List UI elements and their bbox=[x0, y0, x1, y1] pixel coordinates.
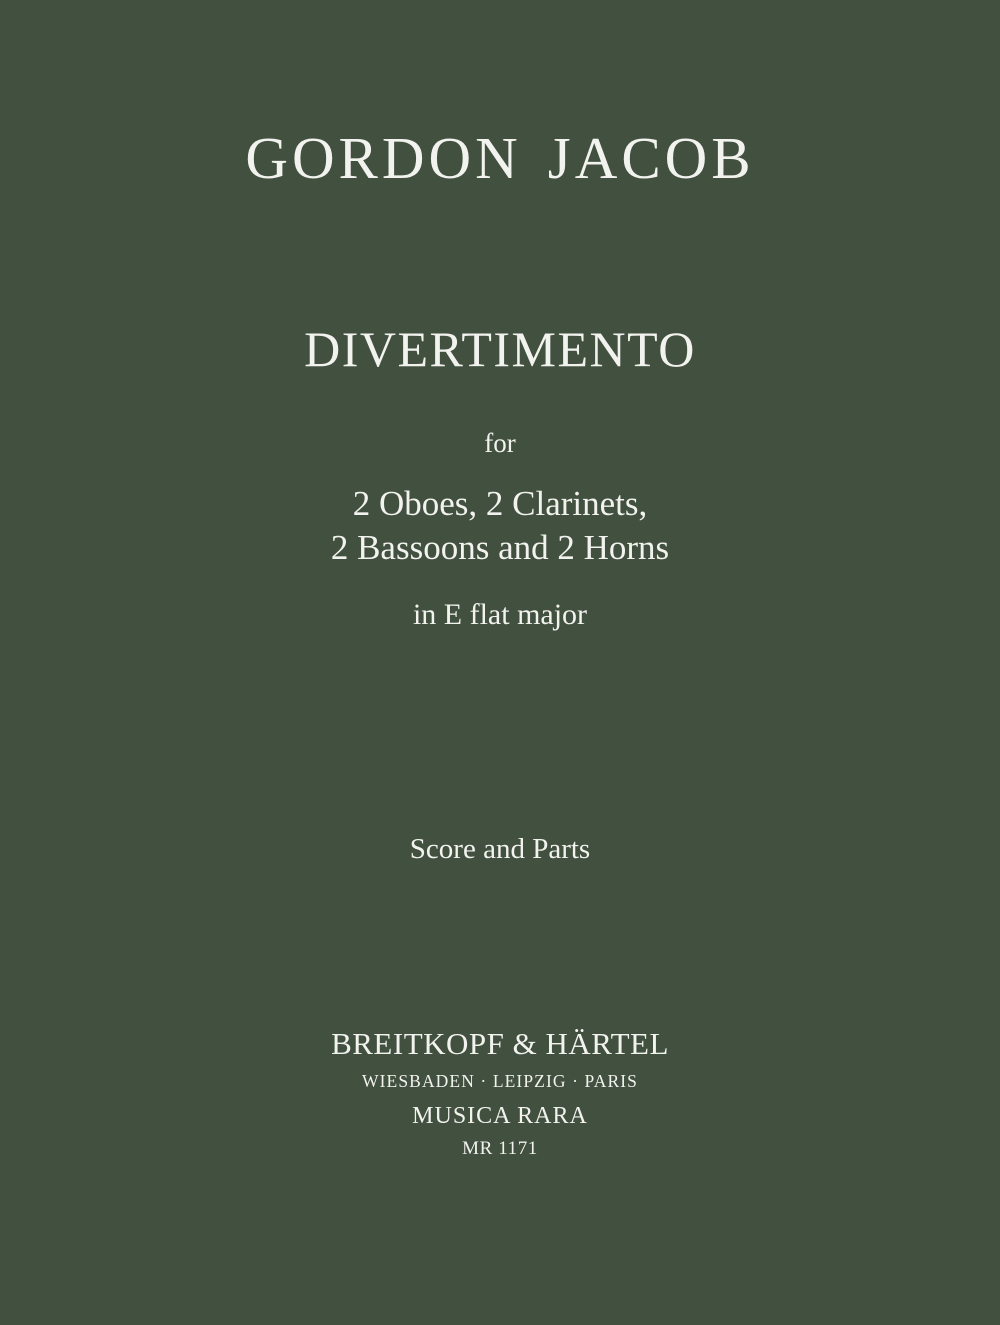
instrumentation-line-1: 2 Oboes, 2 Clarinets, bbox=[352, 484, 648, 523]
work-key: in E flat major bbox=[412, 598, 588, 631]
publisher-cities: WIESBADEN · LEIPZIG · PARIS bbox=[362, 1070, 638, 1091]
plate-number: MR 1171 bbox=[462, 1137, 538, 1159]
instrumentation-line-2: 2 Bassoons and 2 Horns bbox=[330, 528, 670, 568]
composer-name bbox=[0, 126, 1000, 191]
edition-type: Score and Parts bbox=[409, 833, 591, 865]
publisher-name: BREITKOPF & HÄRTEL bbox=[331, 1026, 669, 1061]
instrumentation bbox=[0, 482, 1000, 570]
for-label: for bbox=[484, 428, 516, 458]
imprint-name: MUSICA RARA bbox=[412, 1102, 588, 1129]
composer-last-name: JACOB bbox=[547, 125, 755, 191]
publisher-block bbox=[0, 1026, 1000, 1160]
work-title: DIVERTIMENTO bbox=[304, 321, 696, 377]
composer-first-name: GORDON bbox=[245, 125, 522, 191]
